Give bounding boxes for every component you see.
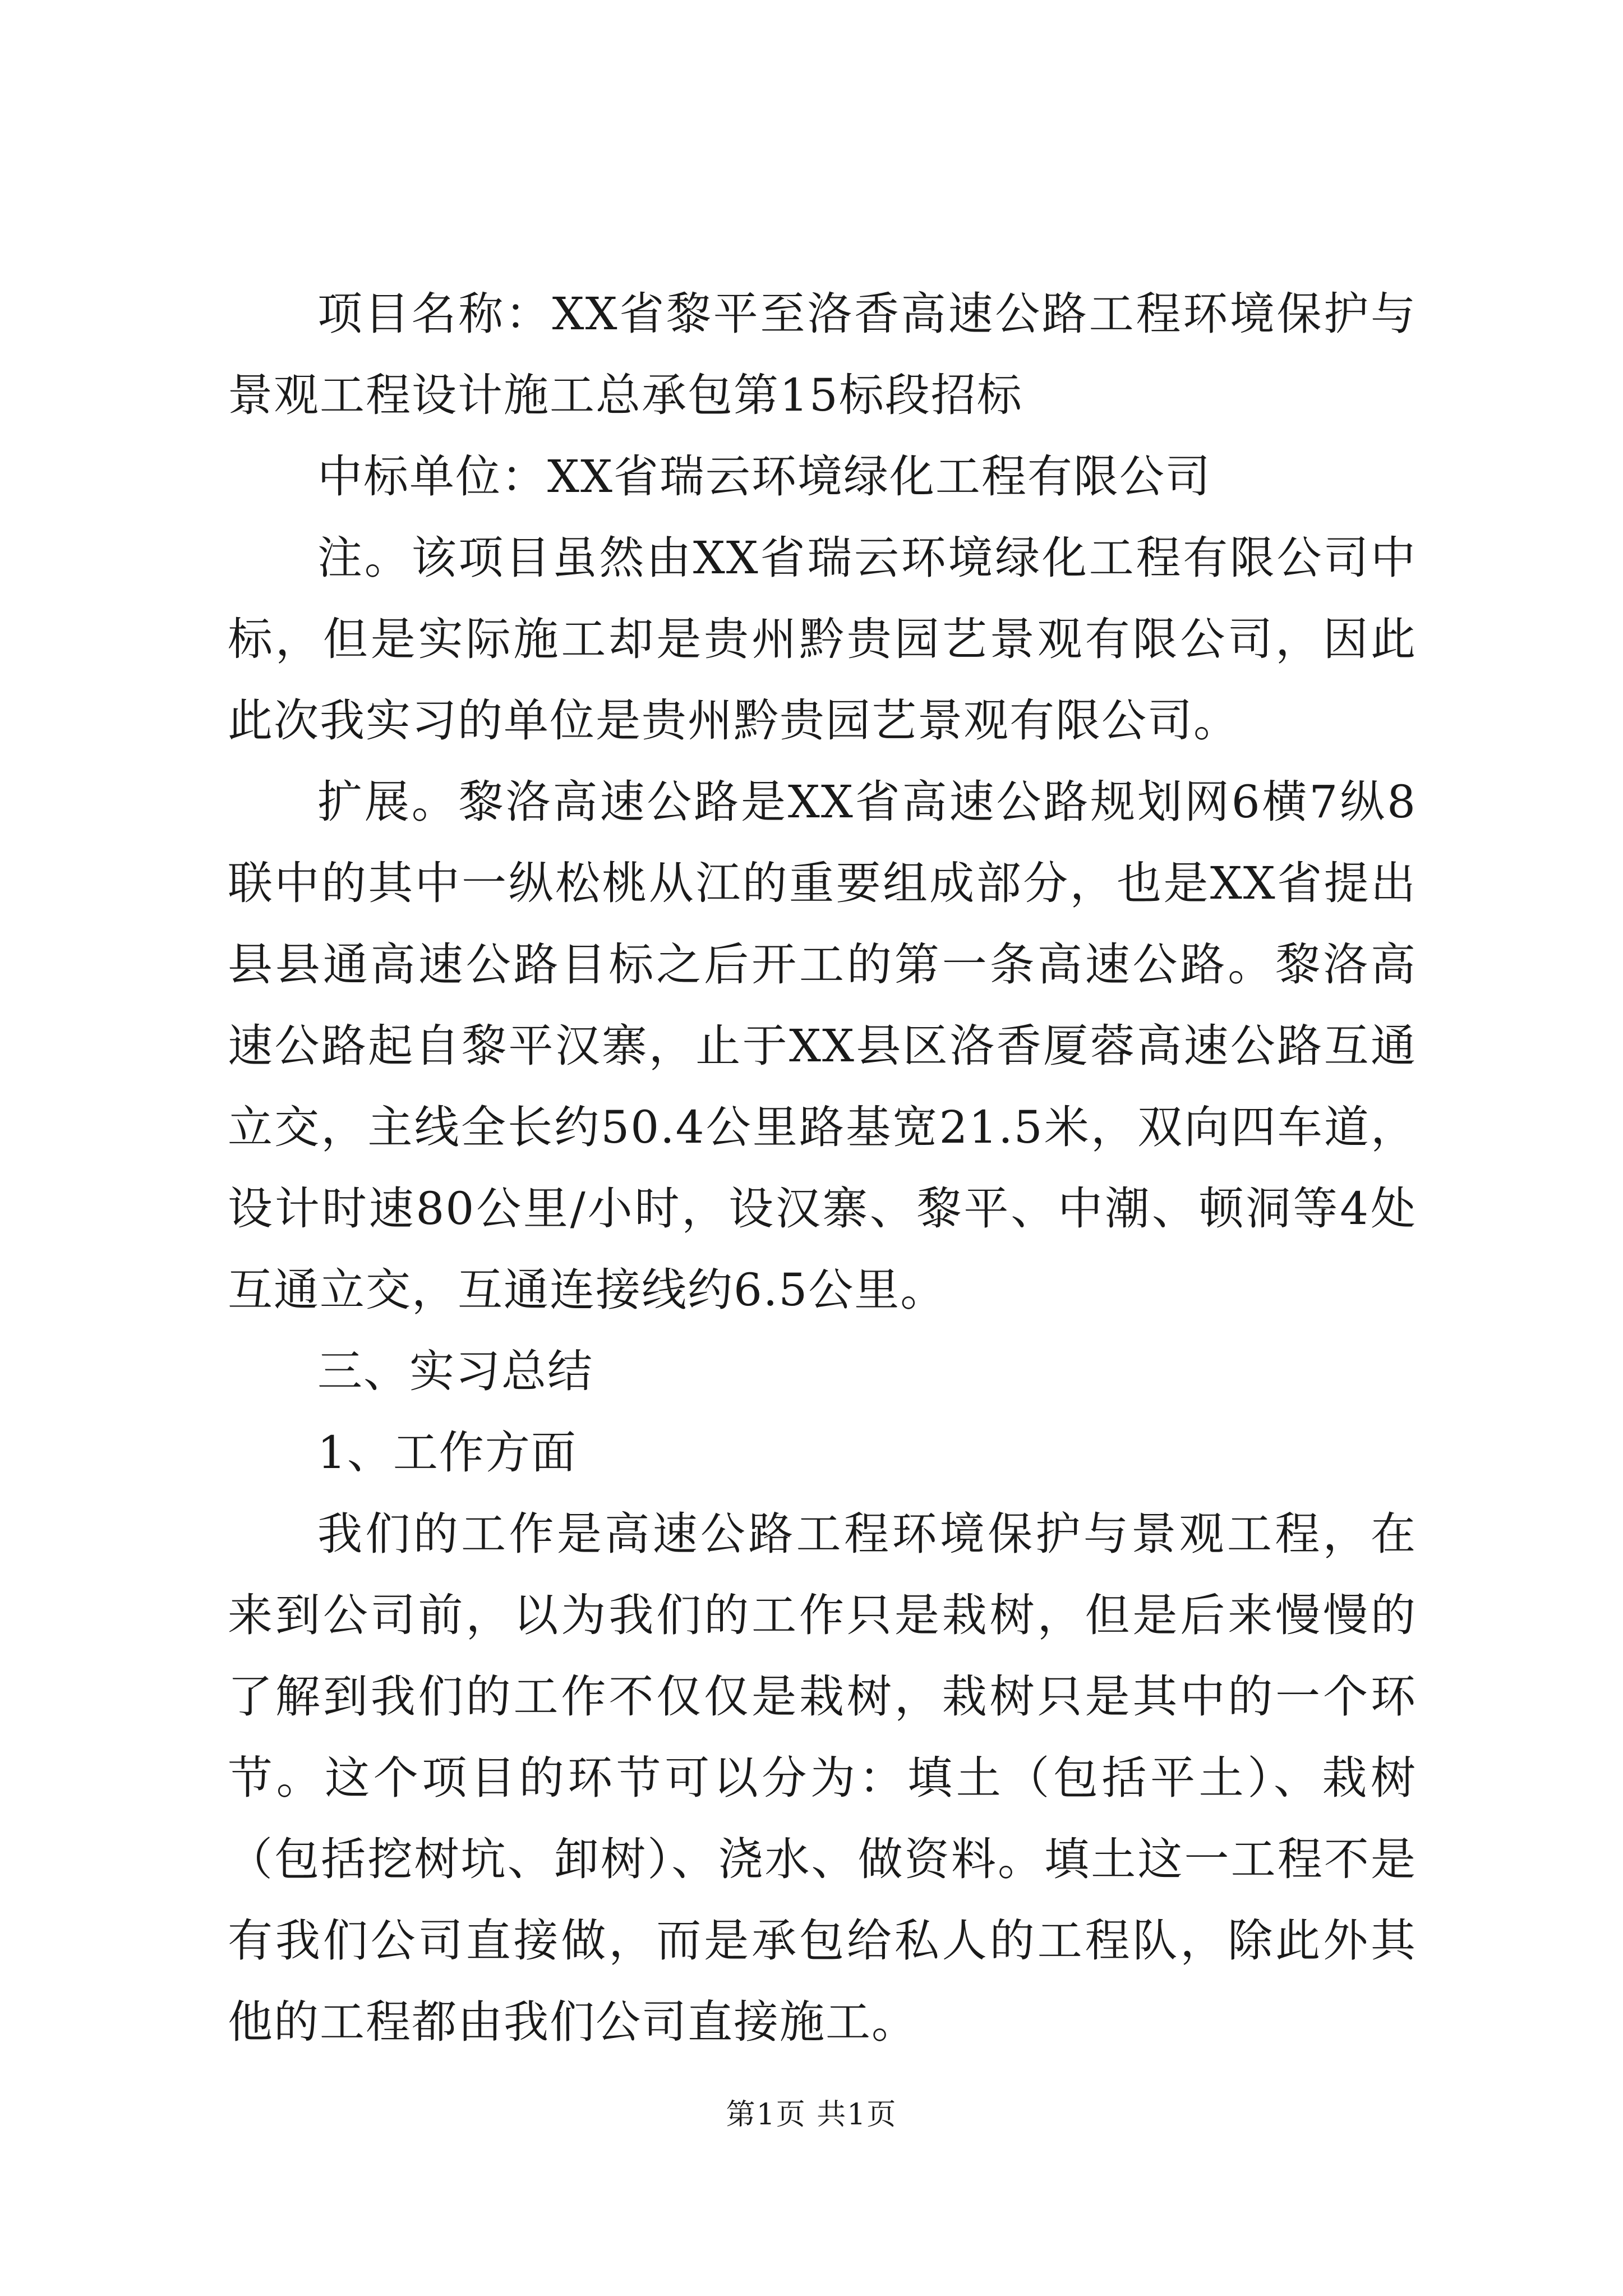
note-paragraph: 注。该项目虽然由XX省瑞云环境绿化工程有限公司中标，但是实际施工却是贵州黔贵园艺景观有限公司，因此此次我实习的单位是贵州黔贵园艺景观有限公司。 <box>228 532 1417 747</box>
project-name-paragraph: 项目名称：XX省黎平至洛香高速公路工程环境保护与景观工程设计施工总承包第15标段招标 <box>228 288 1417 421</box>
document-body <box>228 273 1417 2063</box>
winning-bidder-paragraph: 中标单位：XX省瑞云环境绿化工程有限公司 <box>317 450 1211 503</box>
section-heading: 三、实习总结 <box>317 1345 593 1397</box>
work-paragraph: 我们的工作是高速公路工程环境保护与景观工程，在来到公司前，以为我们的工作只是栽树，但是后来慢慢的了解到我们的工作不仅仅是栽树，栽树只是其中的一个环节。这个项目的环节可以分为：填土（包括平土）、栽树（包括挖树坑、卸树）、浇水、做资料。填土这一工程不是有我们公司直接做，而是承包给私人的工程队，除此外其他的工程都由我们公司直接施工。 <box>228 1508 1417 2048</box>
page-footer: 第1页 共1页 <box>726 2098 897 2132</box>
extension-paragraph: 扩展。黎洛高速公路是XX省高速公路规划网6横7纵8联中的其中一纵松桃从江的重要组成部分，也是XX省提出县县通高速公路目标之后开工的第一条高速公路。黎洛高速公路起自黎平汉寨，止于XX县区洛香厦蓉高速公路互通立交，主线全长约50.4公里路基宽21.5米，双向四车道，设计时速80公里/小时，设汉寨、黎平、中潮、顿洞等4处互通立交，互通连接线约6.5公里。 <box>228 776 1417 1316</box>
subsection-heading: 1、工作方面 <box>317 1427 577 1479</box>
